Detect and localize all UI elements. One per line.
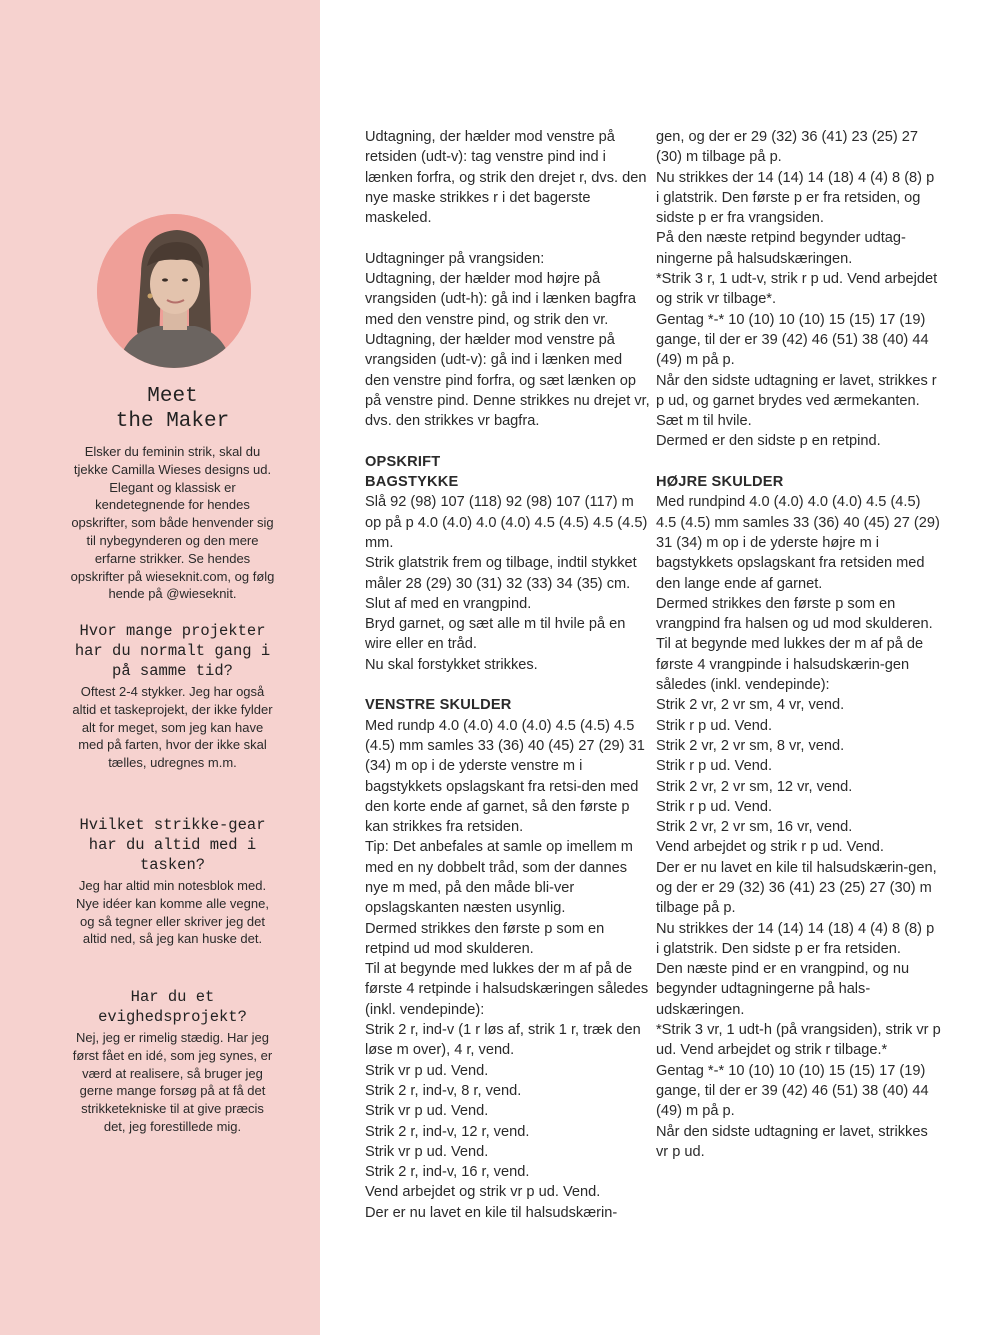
paragraph: Strik glatstrik frem og tilbage, indtil stykket måler 28 (29) 30 (31) 32 (33) 34 (35) cm. Slut af med en vrangpind. — [365, 555, 637, 612]
paragraph: Nu strikkes der 14 (14) 14 (18) 4 (4) 8 (8) p i glatstrik. Den første p er fra retsiden, og sidste p er fra vrangsiden. — [656, 169, 935, 227]
paragraph-gap — [365, 675, 650, 695]
pattern-column-1 — [365, 127, 650, 1223]
qa-block-2 — [70, 815, 275, 948]
paragraph: Dermed strikkes den første p som en vrangpind fra halsen og ud mod skulderen. — [656, 595, 933, 633]
paragraph: Når den sidste udtagning er lavet, strikkes vr p ud. — [656, 1123, 928, 1160]
paragraph: Tip: Det anbefales at samle op imellem m med en ny dobbelt tråd, som der dannes nye m med, på den måde bli-ver opslagskanten næsten usynlig. — [365, 839, 633, 917]
paragraph: Strik 2 vr, 2 vr sm, 12 vr, vend. — [656, 778, 853, 795]
paragraph: Nu strikkes der 14 (14) 14 (18) 4 (4) 8 (8) p i glatstrik. Den sidste p er fra retsiden. — [656, 920, 935, 957]
section-heading: VENSTRE SKULDER — [365, 697, 512, 714]
title-line-2: the Maker — [115, 410, 230, 433]
paragraph: Strik 2 r, ind-v, 8 r, vend. — [365, 1082, 522, 1099]
paragraph: Strik r p ud. Vend. — [656, 758, 773, 775]
paragraph: Strik r p ud. Vend. — [656, 717, 773, 734]
paragraph: Strik 2 r, ind-v (1 r løs af, strik 1 r, træk den løse m over), 4 r, vend. — [365, 1022, 641, 1059]
paragraph: Gentag *-* 10 (10) 10 (10) 15 (15) 17 (19) gange, til der er 39 (42) 46 (51) 38 (40) 44 (49) m på p. — [656, 1062, 929, 1120]
answer-3: Nej, jeg er rimelig stædig. Har jeg først fået en idé, som jeg synes, er værd at realisere, så bruger jeg gerne mange forsøg på at få det strikketekniske til at give præcis det, jeg forestillede mig. — [72, 1030, 273, 1134]
paragraph: Strik vr p ud. Vend. — [365, 1103, 489, 1120]
paragraph-gap — [656, 452, 941, 472]
paragraph: Slå 92 (98) 107 (118) 92 (98) 107 (117) m op på p 4.0 (4.0) 4.0 (4.0) 4.5 (4.5) 4.5 (4.5) mm. — [365, 494, 648, 551]
maker-intro — [70, 441, 275, 603]
qa-block-1 — [70, 621, 275, 772]
paragraph-gap — [365, 431, 650, 451]
section-heading: HØJRE SKULDER — [656, 474, 784, 491]
paragraph: Strik 2 vr, 2 vr sm, 16 vr, vend. — [656, 819, 853, 836]
paragraph: Dermed er den sidste p en retpind. — [656, 433, 881, 450]
paragraph: Når den sidste udtagning er lavet, strikkes r p ud, og garnet brydes ved ærmekanten. Sæt m til hvile. — [656, 372, 937, 430]
paragraph: Med rundpind 4.0 (4.0) 4.0 (4.0) 4.5 (4.5) 4.5 (4.5) mm samles 33 (36) 40 (45) 27 (29) 31 (34) m op i de yderste højre m i bagstykkets opslagskant fra retsiden med den lange ende af garnet. — [656, 494, 940, 592]
paragraph-gap — [365, 228, 650, 248]
intro-text: Elsker du feminin strik, skal du tjekke Camilla Wieses designs ud. Elegant og klassisk er kendetegnende for hendes opskrifter, som både henvender sig til nybegynderen og den mere erfarne strikker. Se hendes opskrifter på wieseknit.com, og følg hende på @wieseknit. — [70, 444, 275, 602]
qa-block-3 — [70, 987, 275, 1136]
meet-the-maker-title — [0, 384, 345, 434]
pattern-column-2 — [656, 127, 941, 1162]
paragraph: Gentag *-* 10 (10) 10 (10) 15 (15) 17 (19) gange, til der er 39 (42) 46 (51) 38 (40) 44 (49) m på p. — [656, 311, 929, 369]
paragraph: Bryd garnet, og sæt alle m til hvile på en wire eller en tråd. — [365, 616, 626, 653]
paragraph: Nu skal forstykket strikkes. — [365, 656, 538, 673]
question-2: Hvilket strikke-gear har du altid med i tasken? — [79, 816, 266, 874]
section-heading: OPSKRIFT — [365, 453, 441, 470]
paragraph: Til at begynde med lukkes der m af på de første 4 vrangpinde i halsudskærin-gen således (inkl. vendepinde): — [656, 636, 924, 694]
paragraph: Udtagninger på vrangsiden: — [365, 250, 545, 267]
paragraph: *Strik 3 vr, 1 udt-h (på vrangsiden), strik vr p ud. Vend arbejdet og strik r tilbage.* — [656, 1022, 941, 1059]
portrait-illustration — [97, 214, 251, 368]
paragraph: På den næste retpind begynder udtag-ningerne på halsudskæringen. — [656, 230, 906, 267]
answer-1: Oftest 2-4 stykker. Jeg har også altid et taskeprojekt, der ikke fylder alt for meget, som jeg kan have med på farten, hvor der ikke skal tælles, udregnes m.m. — [72, 684, 273, 771]
paragraph: Der er nu lavet en kile til halsudskærin- — [365, 1204, 618, 1221]
paragraph: Vend arbejdet og strik r p ud. Vend. — [656, 839, 884, 856]
paragraph: Dermed strikkes den første p som en retpind ud mod skulderen. — [365, 920, 605, 957]
paragraph: Udtagning, der hælder mod venstre på retsiden (udt-v): tag venstre pind ind i lænken forfra, og strik den drejet r, dvs. den nye maske strikkes r i det bagerste maskeled. — [365, 129, 647, 227]
paragraph: Strik 2 r, ind-v, 16 r, vend. — [365, 1164, 530, 1181]
paragraph: Strik vr p ud. Vend. — [365, 1062, 489, 1079]
paragraph: Der er nu lavet en kile til halsudskærin-gen, og der er 29 (32) 36 (41) 23 (25) 27 (30) m tilbage på p. — [656, 859, 937, 917]
question-1: Hvor mange projekter har du normalt gang i på samme tid? — [74, 622, 271, 680]
answer-2: Jeg har altid min notesblok med. Nye idéer kan komme alle vegne, og så tegner eller skriver jeg det altid ned, så jeg kan huske det. — [76, 878, 269, 947]
paragraph: Strik 2 r, ind-v, 12 r, vend. — [365, 1123, 530, 1140]
question-3: Har du et evighedsprojekt? — [98, 988, 247, 1026]
paragraph: gen, og der er 29 (32) 36 (41) 23 (25) 27 (30) m tilbage på p. — [656, 129, 919, 166]
paragraph: Udtagning, der hælder mod højre på vrangsiden (udt-h): gå ind i lænken bagfra med den venstre pind, og strik den vr. — [365, 271, 636, 328]
title-line-1: Meet — [147, 385, 198, 408]
paragraph: Strik 2 vr, 2 vr sm, 4 vr, vend. — [656, 697, 845, 714]
paragraph: Strik vr p ud. Vend. — [365, 1143, 489, 1160]
paragraph: Vend arbejdet og strik vr p ud. Vend. — [365, 1184, 601, 1201]
paragraph: Strik 2 vr, 2 vr sm, 8 vr, vend. — [656, 737, 845, 754]
paragraph: *Strik 3 r, 1 udt-v, strik r p ud. Vend arbejdet og strik vr tilbage*. — [656, 271, 938, 308]
paragraph: Udtagning, der hælder mod venstre på vrangsiden (udt-v): gå ind i lænken med den venstre pind forfra, og sæt lænken op på venstre pind. Denne strikkes nu drejet vr, dvs. den strikkes vr bagfra. — [365, 331, 650, 430]
paragraph: Med rundp 4.0 (4.0) 4.0 (4.0) 4.5 (4.5) 4.5 (4.5) mm samles 33 (36) 40 (45) 27 (29) 31 (34) m op i de yderste venstre m i bagstykkets opslagskant fra retsi-den med den korte ende af garnet, så den første p kan strikkes fra retsiden. — [365, 717, 645, 836]
paragraph: Til at begynde med lukkes der m af på de første 4 retpinde i halsudskæringen således (inkl. vendepinde): — [365, 961, 649, 1018]
paragraph: Strik r p ud. Vend. — [656, 798, 773, 815]
paragraph: Den næste pind er en vrangpind, og nu begynder udtagningerne på hals-udskæringen. — [656, 961, 910, 1018]
maker-portrait — [97, 214, 251, 368]
section-heading: BAGSTYKKE — [365, 474, 459, 491]
